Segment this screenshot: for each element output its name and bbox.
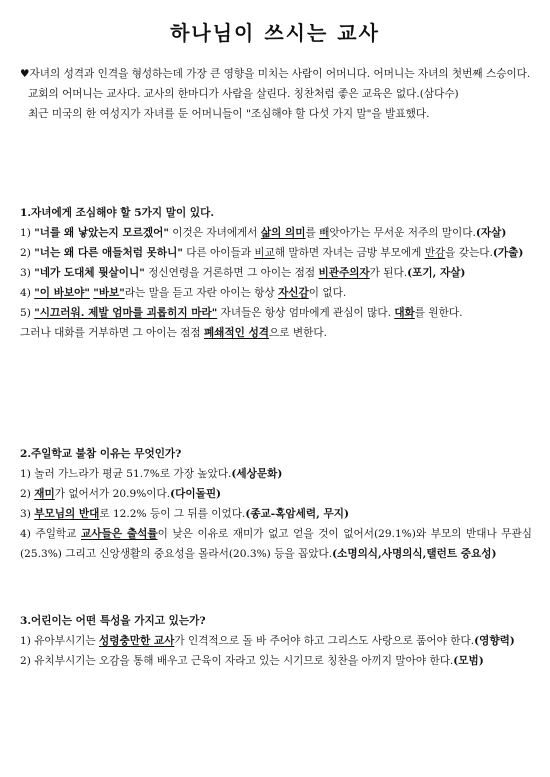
list-item: 5) "시끄러워. 제발 엄마를 괴롭히지 마라" 자녀들은 항상 엄마에게 관심이 많다. 대화를 원한다.	[20, 307, 463, 319]
section-2-heading: 2.주일학교 불참 이유는 무엇인가?	[20, 448, 182, 460]
list-item: 2) 유치부시기는 오감을 통해 배우고 근육이 자라고 있는 시기므로 칭찬을 아끼지 말아야 한다.(모범)	[20, 655, 484, 667]
list-item: 2) 재미가 없어서가 20.9%이다.(다이돌핀)	[20, 488, 222, 500]
list-item: 2) "너는 왜 다른 애들처럼 못하니" 다른 아이들과 비교해 말하면 자녀는 금방 부모에게 반감을 갖는다.(가출)	[20, 247, 524, 259]
intro-section	[20, 64, 532, 124]
list-item: 4) 주일학교 교사들은 출석률이 낮은 이유로 재미가 없고 얻을 것이 없어서(29.1%)와 부모의 반대나 무관심(25.3%) 그리고 신앙생활의 중요성을 몰라서(20.3%) 등을 꼽았다.(소명의식,사명의식,탤런트 중요성)	[20, 528, 533, 560]
list-item: 3) 부모님의 반대로 12.2% 등이 그 뒤를 이었다.(종교-혹암세력, 무지)	[20, 508, 349, 520]
section-3-heading: 3.어린이는 어떤 특성을 가지고 있는가?	[20, 615, 206, 627]
list-item: 3) "네가 도대체 뭣살이니" 정신연령을 거론하면 그 아이는 점점 비관주의자가 된다.(포기, 자살)	[20, 267, 466, 279]
intro-paragraph-2: 교회의 어머니는 교사다. 교사의 한마디가 사람을 살린다. 칭찬처럼 좋은 교육은 없다.(삼다수)	[28, 88, 459, 100]
section-3	[20, 611, 532, 671]
section-1	[20, 203, 532, 343]
page-title: 하나님이 쓰시는 교사	[170, 21, 380, 45]
list-item: 1) 놀러 가느라가 평균 51.7%로 가장 높았다.(세상문화)	[20, 468, 283, 480]
section-1-heading: 1.자녀에게 조심해야 할 5가지 말이 있다.	[20, 207, 215, 219]
heart-icon: ♥	[20, 68, 30, 80]
list-item: 4) "이 바보야" "바보"라는 말을 듣고 자란 아이는 항상 자신감이 없다.	[20, 287, 347, 299]
intro-paragraph-3: 최근 미국의 한 여성지가 자녀를 둔 어머니들이 "조심해야 할 다섯 가지 말"을 발표했다.	[28, 108, 430, 120]
list-item: 1) 유아부시기는 성령충만한 교사가 인격적으로 돌 바 주어야 하고 그리스도 사랑으로 품어야 한다.(영향력)	[20, 635, 515, 647]
list-item: 1) "너를 왜 낳았는지 모르겠어" 이것은 자녀에게서 삶의 의미를 빼앗아가는 무서운 저주의 말이다.(자살)	[20, 227, 507, 239]
intro-paragraph-1: ♥자녀의 성격과 인격을 형성하는데 가장 큰 영향을 미치는 사람이 어머니다. 어머니는 자녀의 첫번째 스승이다.	[20, 68, 531, 80]
section-2	[20, 444, 532, 564]
list-item: 그러나 대화를 거부하면 그 아이는 점점 폐쇄적인 성격으로 변한다.	[20, 327, 327, 339]
